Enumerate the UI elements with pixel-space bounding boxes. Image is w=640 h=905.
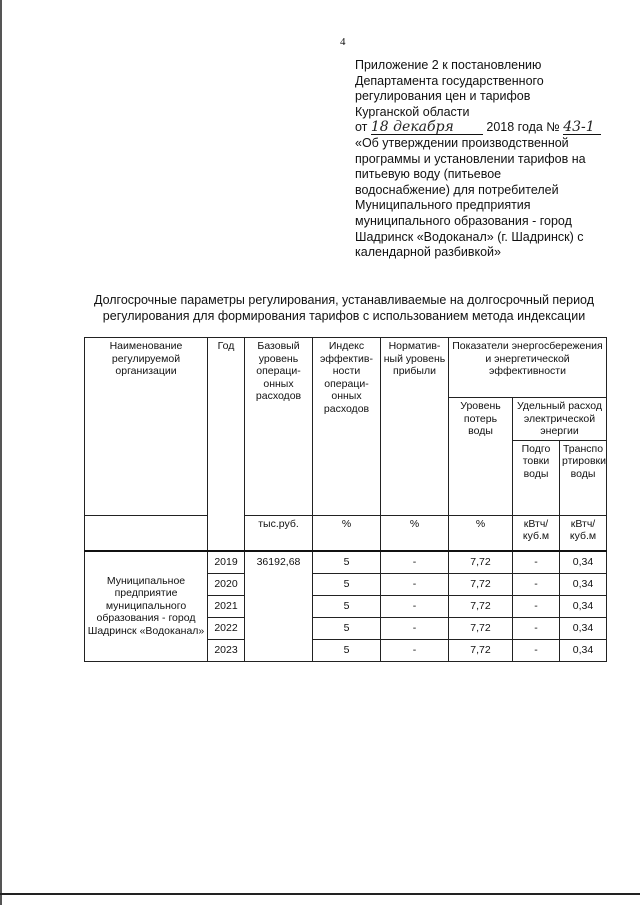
appendix-line-3: регулирования цен и тарифов — [355, 89, 531, 104]
header-transport: Транспо ртировки воды — [560, 440, 607, 515]
appendix-line-2: Департамента государственного — [355, 73, 544, 88]
row-year: 2021 — [208, 595, 245, 617]
row-profit: - — [381, 573, 449, 595]
subject-line-5: Муниципального предприятия — [355, 198, 531, 213]
number-handwritten-field — [563, 121, 601, 135]
row-profit: - — [381, 617, 449, 639]
subject-line-6: муниципального образования - город — [355, 213, 572, 228]
header-prep: Подго товки воды — [513, 440, 560, 515]
unit-losses: % — [449, 515, 513, 551]
row-prep: - — [513, 573, 560, 595]
unit-profit: % — [381, 515, 449, 551]
row-index: 5 — [313, 573, 381, 595]
header-base: Базовый уровень операци- онных расходов — [245, 338, 313, 516]
title-line-1: Долгосрочные параметры регулирования, устанавливаемые на долгосрочный период — [93, 293, 595, 307]
row-profit: - — [381, 595, 449, 617]
row-prep: - — [513, 617, 560, 639]
subject-line-4: водоснабжение) для потребителей — [355, 182, 559, 197]
subject-line-1: «Об утверждении производственной — [355, 135, 569, 150]
date-handwritten-field — [371, 121, 483, 135]
header-profit: Норматив- ный уровень прибыли — [381, 338, 449, 516]
row-transport: 0,34 — [560, 595, 607, 617]
appendix-line-1: Приложение 2 к постановлению — [355, 58, 542, 72]
header-row-1 — [85, 338, 607, 398]
row-losses: 7,72 — [449, 595, 513, 617]
date-prefix: от — [355, 120, 368, 135]
unit-transport: кВтч/ куб.м — [560, 515, 607, 551]
row-transport: 0,34 — [560, 573, 607, 595]
subject-line-7: Шадринск «Водоканал» (г. Шадринск) с — [355, 229, 584, 244]
row-profit: - — [381, 639, 449, 661]
row-transport: 0,34 — [560, 639, 607, 661]
row-year: 2019 — [208, 551, 245, 574]
document-title — [84, 292, 604, 324]
base-empty — [245, 639, 313, 661]
header-losses: Уровень потерь воды — [449, 398, 513, 516]
title-line-2: регулирования для формирования тарифов с использованием метода индексации — [102, 309, 586, 323]
row-profit: - — [381, 551, 449, 574]
row-prep: - — [513, 639, 560, 661]
appendix-line-4: Курганской области — [355, 104, 470, 119]
base-empty — [245, 595, 313, 617]
subject-line-2: программы и установлении тарифов на — [355, 151, 586, 166]
year-text: 2018 года № — [486, 120, 560, 135]
parameters-table — [84, 337, 607, 662]
row-losses: 7,72 — [449, 551, 513, 574]
row-losses: 7,72 — [449, 617, 513, 639]
unit-org — [85, 515, 208, 551]
scan-bottom-line — [0, 893, 640, 895]
header-org: Наименование регулируемой организации — [85, 338, 208, 516]
subject-line-8: календарной разбивкой» — [355, 245, 501, 260]
row-losses: 7,72 — [449, 573, 513, 595]
row-index: 5 — [313, 617, 381, 639]
row-prep: - — [513, 551, 560, 574]
subject-line-3: питьевую воду (питьевое — [355, 167, 502, 182]
table-row — [85, 551, 607, 574]
base-value: 36192,68 — [245, 551, 313, 574]
appendix-block — [355, 58, 625, 261]
header-specific: Удельный расход электрической энергии — [513, 398, 607, 441]
row-year: 2022 — [208, 617, 245, 639]
unit-index: % — [313, 515, 381, 551]
row-index: 5 — [313, 595, 381, 617]
row-prep: - — [513, 595, 560, 617]
row-year: 2020 — [208, 573, 245, 595]
unit-prep: кВтч/ куб.м — [513, 515, 560, 551]
row-index: 5 — [313, 639, 381, 661]
row-index: 5 — [313, 551, 381, 574]
base-empty — [245, 573, 313, 595]
row-transport: 0,34 — [560, 617, 607, 639]
scan-edge — [0, 0, 2, 905]
base-empty — [245, 617, 313, 639]
row-year: 2023 — [208, 639, 245, 661]
units-row — [85, 515, 607, 551]
appendix-date-line — [355, 120, 625, 136]
row-losses: 7,72 — [449, 639, 513, 661]
unit-base: тыс.руб. — [245, 515, 313, 551]
row-transport: 0,34 — [560, 551, 607, 574]
header-year: Год — [208, 338, 245, 551]
header-energy: Показатели энергосбережения и энергетической эффективности — [449, 338, 607, 398]
date-handwritten: 18 декабря — [370, 119, 454, 136]
header-index: Индекс эффектив- ности операци- онных расходов — [313, 338, 381, 516]
org-name: Муниципальное предприятие муниципального образования - город Шадринск «Водоканал» — [85, 551, 208, 662]
number-handwritten: 43-1 — [563, 119, 595, 136]
page-number: 4 — [340, 36, 346, 48]
